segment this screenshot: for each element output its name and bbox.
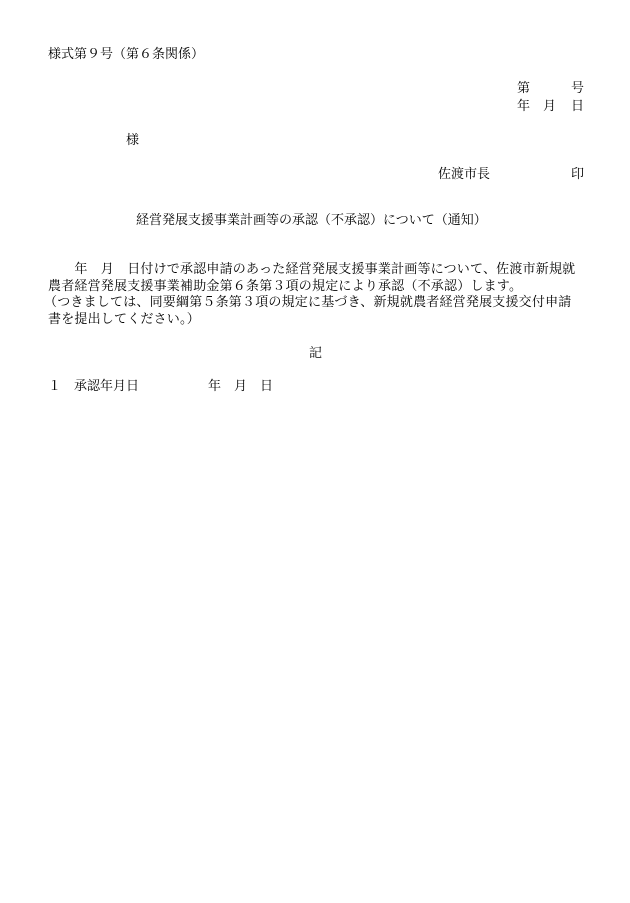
doc-date-month: 月 <box>543 99 557 114</box>
document-title: 経営発展支援事業計画等の承認（不承認）について（通知） <box>136 213 487 228</box>
doc-date-day: 日 <box>571 99 585 114</box>
body-line-4: 書を提出してください。） <box>48 312 200 327</box>
ki-heading: 記 <box>309 346 323 361</box>
doc-date-year: 年 <box>517 99 531 114</box>
doc-number-suffix: 号 <box>571 81 585 96</box>
form-number: 様式第９号（第６条関係） <box>48 47 205 62</box>
item-date-day: 日 <box>260 379 274 394</box>
addressee-honorific: 様 <box>126 133 140 148</box>
item-date-year: 年 <box>208 379 222 394</box>
body-line-3: （つきましては、同要綱第５条第３項の規定に基づき、新規就農者経営発展支援交付申請 <box>44 295 572 310</box>
item-number: １ <box>48 379 62 394</box>
doc-number-prefix: 第 <box>517 81 531 96</box>
sender-name: 佐渡市長 <box>438 167 491 182</box>
item-label: 承認年月日 <box>74 379 140 394</box>
body-line-1: 年 月 日付けで承認申請のあった経営発展支援事業計画等について、佐渡市新規就 <box>48 262 576 277</box>
sender-seal: 印 <box>571 167 585 182</box>
item-date-month: 月 <box>234 379 248 394</box>
body-line-2: 農者経営発展支援事業補助金第６条第３項の規定により承認（不承認）します。 <box>48 279 523 294</box>
